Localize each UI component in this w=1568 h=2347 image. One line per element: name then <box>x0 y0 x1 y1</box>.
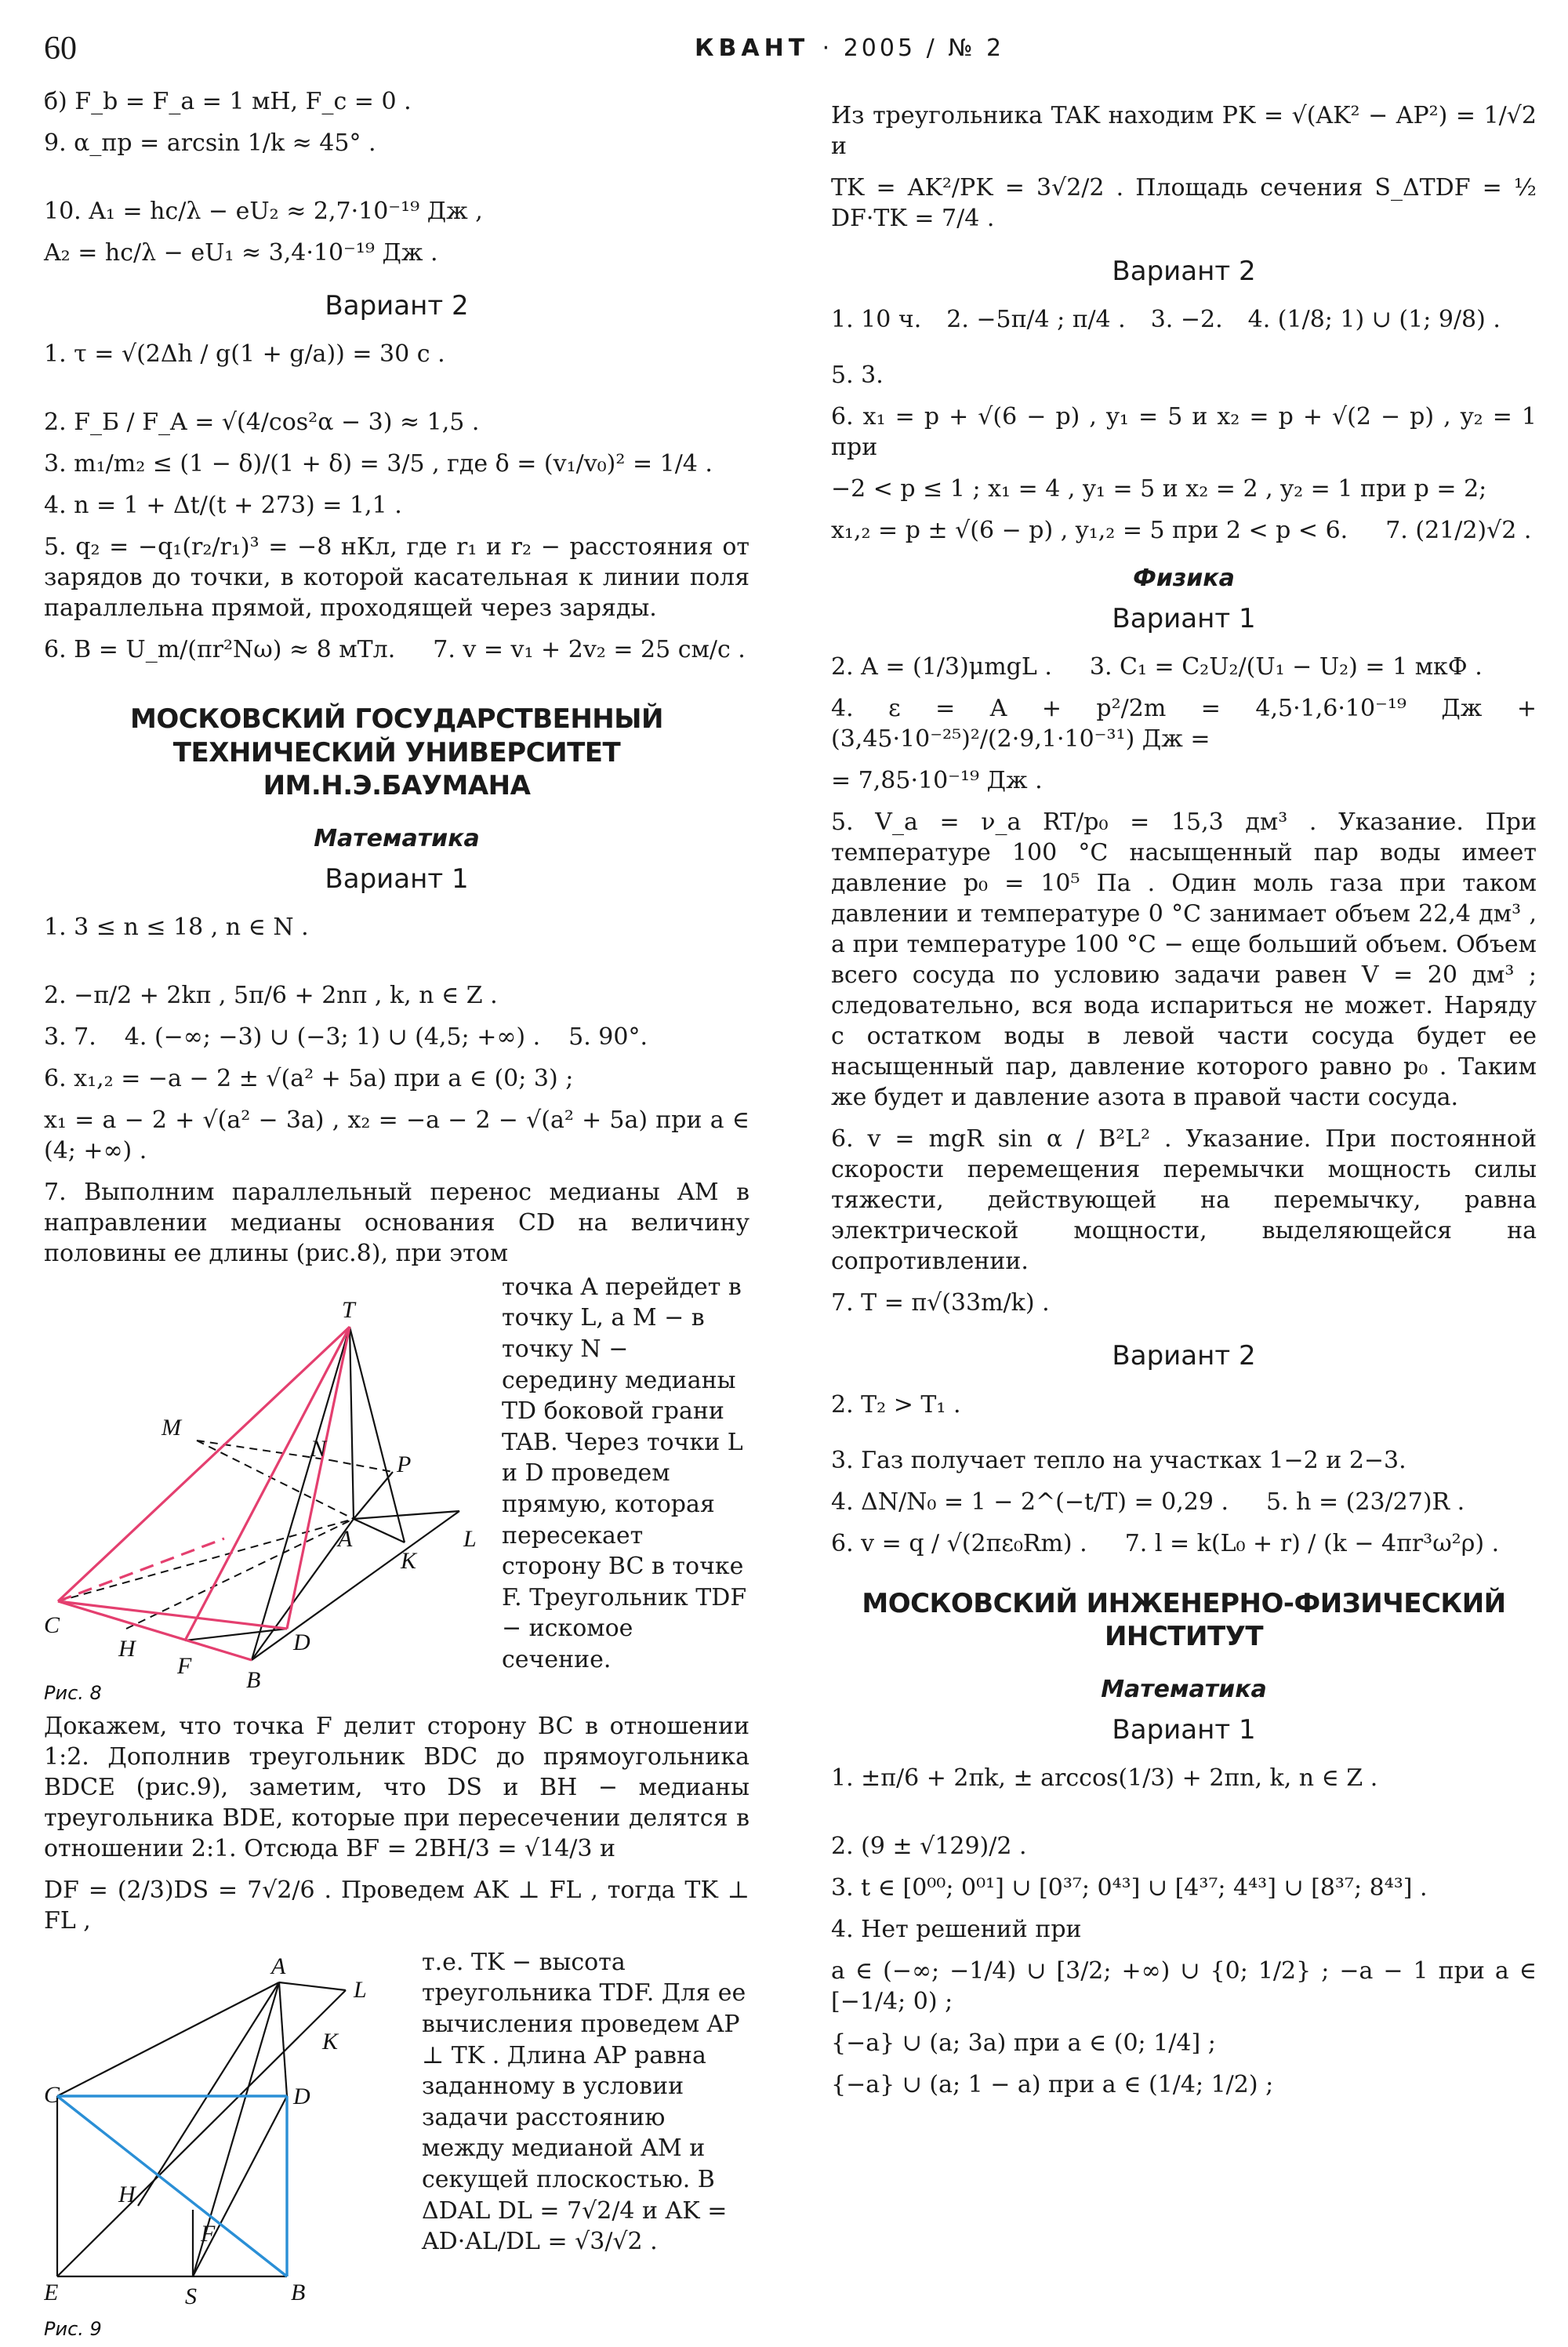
edge-TB <box>252 1327 350 1660</box>
line-AH <box>138 1982 279 2206</box>
answer-10: 10. A₁ = hc/λ − eU₂ ≈ 2,7·10⁻¹⁹ Дж , <box>44 198 483 225</box>
answer-6: 6. v = q / √(2πε₀Rm) . <box>831 1529 1087 1557</box>
label-F: F <box>201 2220 216 2247</box>
answer-7: 7. T = π√(33m/k) . <box>831 1289 1050 1317</box>
answer-6-cont: x₁,₂ = p ± √(6 − p) , y₁,₂ = 5 при 2 < p < 6. <box>831 517 1348 545</box>
answer-3: 3. t ∈ [0⁰⁰; 0⁰¹] ∪ [0³⁷; 0⁴³] ∪ [4³⁷; 4⁴³] ∪ [8³⁷; 8⁴³] . <box>831 1873 1428 1902</box>
answer-4: 4. (−∞; −3) ∪ (−3; 1) ∪ (4,5; +∞) . <box>124 1023 541 1051</box>
section-DT <box>287 1327 350 1629</box>
variant-heading: Вариант 2 <box>1112 256 1256 287</box>
diagonal-CB <box>57 2096 287 2276</box>
answer-3: 3. 7. <box>44 1023 96 1051</box>
answer-7-proof: Докажем, что точка F делит сторону BC в отношении 1:2. Дополнив треугольник BDC до прямоугольника BDCE (рис.9), заметим, что DS и BH − медианы треугольника BDE, которые при пересечении делятся в отношении 2:1. Отсюда BF = 2BH/3 = √14/3 и <box>44 1712 750 1862</box>
page-header <box>44 30 1524 77</box>
answer-6-cont: −2 < p ≤ 1 ; x₁ = 4 , y₁ = 5 и x₂ = 2 , y₂ = 1 при p = 2; <box>831 475 1487 503</box>
answer-4-cont: {−a} ∪ (a; 3a) при a ∈ (0; 1/4] ; <box>831 2029 1216 2057</box>
label-C: C <box>44 1611 60 1638</box>
figure-8 <box>44 1272 491 1711</box>
answer-2: 2. −π/2 + 2kπ , 5π/6 + 2nπ , k, n ∈ Z . <box>44 981 498 1009</box>
subject-heading: Математика <box>1101 1675 1267 1703</box>
variant-heading: Вариант 2 <box>325 290 469 322</box>
answer-4: 4. ε = A + p²/2m = 4,5·1,6·10⁻¹⁹ Дж + (3,45·10⁻²⁵)²/(2·9,1·10⁻³¹) Дж = <box>831 695 1537 754</box>
figure-9 <box>44 1947 412 2347</box>
answer-5: 5. h = (23/27)R . <box>1265 1488 1465 1516</box>
answer-1: 1. τ = √(2Δh / g(1 + g/a)) = 30 с . <box>44 340 445 369</box>
answer-5: 5. 90°. <box>568 1023 648 1051</box>
section-FT <box>185 1327 350 1640</box>
label-D: D <box>293 1629 310 1655</box>
label-D: D <box>293 2083 310 2109</box>
line-AP <box>354 1472 393 1519</box>
line-AL <box>279 1982 346 1990</box>
subject-heading: Физика <box>1133 565 1235 593</box>
answer-4: 4. (1/8; 1) ∪ (1; 9/8) . <box>1247 306 1501 334</box>
variant-heading: Вариант 2 <box>1112 1340 1256 1372</box>
label-A: A <box>271 1953 286 1979</box>
edge-TA <box>350 1327 354 1519</box>
answer-line: б) F_b = F_a = 1 мН, F_c = 0 . <box>44 88 412 115</box>
label-M: M <box>162 1414 181 1441</box>
dashed-MA <box>197 1441 354 1519</box>
subject-heading: Математика <box>314 824 480 852</box>
label-K: K <box>401 1547 417 1574</box>
issue-number: · 2005 / № 2 <box>822 35 1005 62</box>
answer-9: 9. α_пр = arcsin 1/k ≈ 45° . <box>44 129 376 157</box>
answer-4-cont: = 7,85·10⁻¹⁹ Дж . <box>831 767 1043 795</box>
median-DS <box>193 2096 287 2276</box>
answer-6-cont: x₁ = a − 2 + √(a² − 3a) , x₂ = −a − 2 − √(a² + 5a) при a ∈ (4; +∞) . <box>44 1106 750 1164</box>
line-TK <box>350 1327 405 1542</box>
answer-1: 1. 10 ч. <box>831 306 922 334</box>
answer-1: 1. 3 ≤ n ≤ 18 , n ∈ N . <box>44 913 309 941</box>
university-heading: МОСКОВСКИЙ ГОСУДАРСТВЕННЫЙ ТЕХНИЧЕСКИЙ УНИВЕРСИТЕТ ИМ.Н.Э.БАУМАНА <box>130 703 663 802</box>
label-K: K <box>322 2028 339 2055</box>
label-E: E <box>44 2279 59 2305</box>
university-heading: МОСКОВСКИЙ ИНЖЕНЕРНО-ФИЗИЧЕСКИЙ ИНСТИТУТ <box>862 1587 1506 1653</box>
label-P: P <box>397 1451 412 1477</box>
label-B: B <box>291 2279 306 2305</box>
answer-5: 5. 3. <box>831 361 884 390</box>
figure-8-drawing <box>44 1272 491 1703</box>
answer-4: 4. Нет решений при <box>831 1915 1082 1943</box>
figure-8-caption: Рис. 8 <box>44 1681 102 1703</box>
answer-3: 3. Газ получает тепло на участках 1−2 и 2−3. <box>831 1446 1406 1474</box>
answer-7: 7. v = v₁ + 2v₂ = 25 см/с . <box>433 636 746 664</box>
answer-7-height: т.е. TK − высота треугольника TDF. Для ее вычисления проведем AP ⊥ TK . Длина AP равна заданному в условии задачи расстоянию между медианой AM и секущей плоскостью. В ΔDAL DL = 7√2/4 и AK = AD·AL/DL = √3/√2 . <box>422 1948 746 2256</box>
label-L: L <box>463 1525 477 1552</box>
line-FD <box>185 1629 287 1640</box>
answer-7-text: точка A перейдет в точку L, а M − в точку N − середину медианы TD боковой грани TAB. Через точки L и D проведем прямую, которая пересекает сторону BC в точке F. Треугольник TDF − искомое сечение. <box>502 1273 747 1673</box>
answer-4-cont: a ∈ (−∞; −1/4) ∪ [3/2; +∞) ∪ {0; 1/2} ; −a − 1 при a ∈ [−1/4; 0) ; <box>831 1956 1537 2015</box>
answer-7: 7. l = k(L₀ + r) / (k − 4πr³ω²ρ) . <box>1124 1529 1500 1557</box>
label-S: S <box>185 2283 197 2309</box>
dashed-section <box>58 1539 224 1601</box>
label-T: T <box>342 1296 355 1323</box>
page-number: 60 <box>44 31 77 67</box>
answer-line: Из треугольника TAK находим PK = √(AK² − AP²) = 1/√2 и <box>831 102 1537 160</box>
answer-2: 2. F_Б / F_A = √(4/cos²α − 3) ≈ 1,5 . <box>44 409 480 437</box>
label-H: H <box>118 2181 136 2207</box>
line-CA <box>57 1982 279 2096</box>
answer-6: 6. x₁,₂ = −a − 2 ± √(a² + 5a) при a ∈ (0; 3) ; <box>44 1064 574 1092</box>
line-AD <box>279 1982 287 2096</box>
answer-7: 7. (21/2)√2 . <box>1385 517 1532 545</box>
answer-2: 2. (9 ± √129)/2 . <box>831 1832 1027 1860</box>
answer-5: 5. V_a = ν_a RT/p₀ = 15,3 дм³ . Указание. При температуре 100 °С насыщенный пар воды имеет давление p₀ = 10⁵ Па . Один моль газа при таком давлении и температуре 0 °С занимает объем 22,4 дм³ , а при температуре 100 °С − еще больший объем. Объем всего сосуда по условию задачи равен V = 20 дм³ ; следовательно, вся вода испариться не может. Наряду с остатком воды в левой части сосуда будет ее насыщенный пар, давление которого равно p₀ . Таким же будет и давление азота в правой части сосуда. <box>831 808 1537 1112</box>
variant-heading: Вариант 1 <box>1112 1713 1256 1746</box>
answer-4-cont: {−a} ∪ (a; 1 − a) при a ∈ (1/4; 1/2) ; <box>831 2070 1274 2098</box>
answer-3: 3. C₁ = C₂U₂/(U₁ − U₂) = 1 мкФ . <box>1089 653 1483 681</box>
line-AK <box>354 1519 405 1542</box>
line-FL <box>252 1511 459 1660</box>
label-L: L <box>354 1976 367 2003</box>
answer-3: 3. −2. <box>1150 306 1223 334</box>
variant-heading: Вариант 1 <box>325 863 469 895</box>
figure-9-caption: Рис. 9 <box>44 2317 102 2339</box>
figure-9-drawing <box>44 1947 412 2339</box>
answer-6: 6. x₁ = p + √(6 − p) , y₁ = 5 и x₂ = p + √(2 − p) , y₂ = 1 при <box>831 403 1537 462</box>
answer-7-df: DF = (2/3)DS = 7√2/6 . Проведем AK ⊥ FL , тогда TK ⊥ FL , <box>44 1876 750 1935</box>
median-CD <box>58 1601 287 1629</box>
journal-title: КВАНТ · 2005 / № 2 <box>695 35 1005 62</box>
answer-2: 2. −5π/4 ; π/4 . <box>946 306 1126 334</box>
line-AL <box>354 1511 459 1519</box>
answer-1: 1. ±π/6 + 2πk, ± arccos(1/3) + 2πn, k, n ∈ Z . <box>831 1764 1378 1792</box>
answer-6: 6. v = mgR sin α / B²L² . Указание. При постоянной скорости перемещения перемычки мощность силы тяжести, действующей на перемычку, равна электрической мощности, выделяющейся на сопротивлении. <box>831 1125 1537 1276</box>
answer-2: 2. T₂ > T₁ . <box>831 1390 961 1419</box>
answer-7: 7. Выполним параллельный перенос медианы AM в направлении медианы основания CD на величину половины ее длины (рис.8), при этом <box>44 1178 750 1267</box>
answer-4: 4. n = 1 + Δt/(t + 273) = 1,1 . <box>44 492 402 520</box>
edge-CB <box>58 1601 252 1660</box>
right-column <box>831 86 1537 2111</box>
label-N: N <box>310 1435 327 1462</box>
label-A: A <box>338 1525 353 1552</box>
answer-6: 6. B = U_m/(πr²Nω) ≈ 8 мТл. <box>44 636 396 664</box>
answer-line: A₂ = hc/λ − eU₁ ≈ 3,4·10⁻¹⁹ Дж . <box>44 239 438 267</box>
answer-3: 3. m₁/m₂ ≤ (1 − δ)/(1 + δ) = 3/5 , где δ = (v₁/v₀)² = 1/4 . <box>44 450 713 478</box>
answer-2: 2. A = (1/3)μmgL . <box>831 653 1052 681</box>
answer-4: 4. ΔN/N₀ = 1 − 2^(−t/T) = 0,29 . <box>831 1488 1229 1516</box>
answer-line: TK = AK²/PK = 3√2/2 . Площадь сечения S_ΔTDF = ½ DF·TK = 7/4 . <box>831 174 1537 232</box>
left-column <box>44 86 750 2347</box>
label-H: H <box>118 1635 136 1662</box>
label-B: B <box>246 1666 261 1693</box>
variant-heading: Вариант 1 <box>1112 603 1256 635</box>
label-F: F <box>177 1652 192 1679</box>
answer-5: 5. q₂ = −q₁(r₂/r₁)³ = −8 нКл, где r₁ и r₂ − расстояния от зарядов до точки, в которой касательная к линии поля параллельна прямой, проходящей через заряды. <box>44 533 750 623</box>
label-C: C <box>44 2081 60 2108</box>
